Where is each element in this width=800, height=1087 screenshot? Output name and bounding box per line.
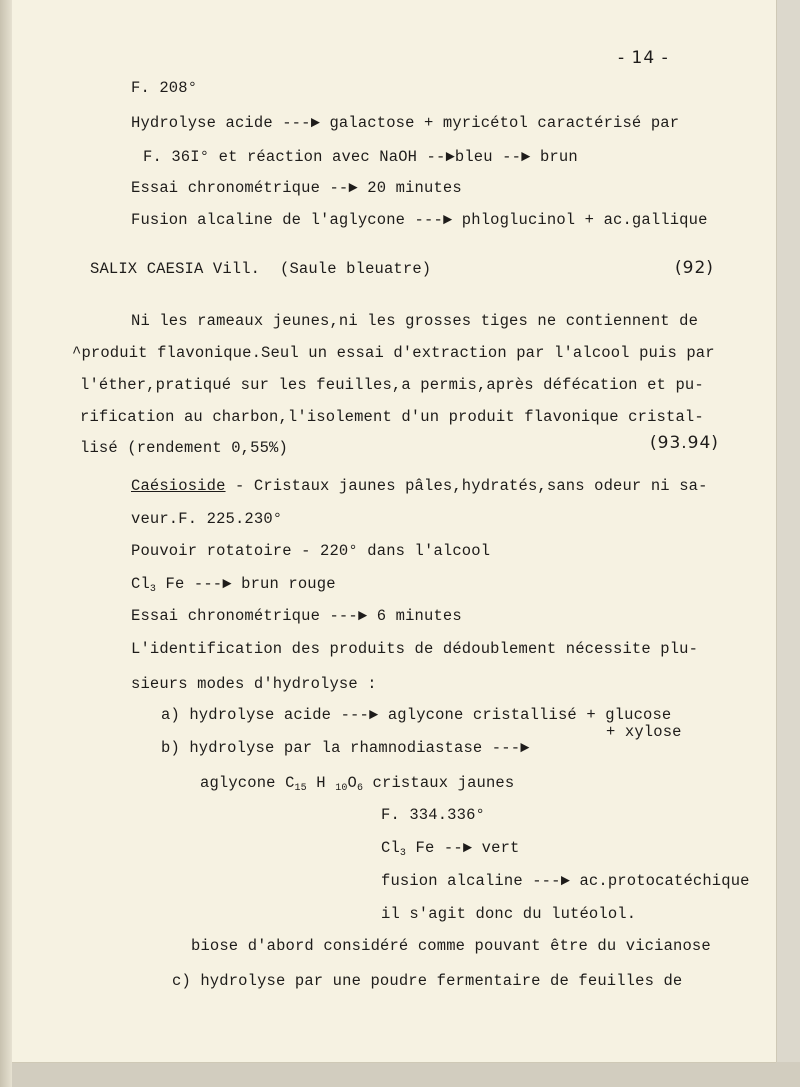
formula-part: aglycone C (200, 774, 295, 792)
page-number: - 14 - (618, 48, 669, 68)
document-page (12, 0, 776, 1062)
formula-subscript: 3 (399, 848, 407, 859)
compound-description: - Cristaux jaunes pâles,hydratés,sans odeur ni sa- (225, 477, 708, 495)
text-line: Essai chronométrique --► 20 minutes (131, 179, 462, 197)
formula-subscript: 3 (149, 584, 157, 595)
reference-number: (92) (675, 258, 714, 278)
text-line: F. 208° (131, 79, 198, 97)
text-line: ^produit flavonique.Seul un essai d'extraction par l'alcool puis par (72, 344, 715, 362)
formula-subscript: 10 (335, 783, 348, 794)
text-line: F. 334.336° (381, 806, 485, 824)
text-line: L'identification des produits de dédoublement nécessite plu- (131, 640, 699, 658)
text-line: Hydrolyse acide ---► galactose + myricétol caractérisé par (131, 114, 680, 132)
formula-part: Cl (131, 575, 150, 593)
text-line (131, 476, 708, 496)
text-line (381, 838, 519, 864)
text-line: Essai chronométrique ---► 6 minutes (131, 607, 462, 625)
text-line (200, 773, 514, 799)
list-item: b) hydrolyse par la rhamnodiastase ---► (161, 739, 530, 757)
reference-number: (93.94) (650, 433, 719, 453)
compound-name: Caésioside (131, 477, 226, 495)
text-line: Pouvoir rotatoire - 220° dans l'alcool (131, 542, 491, 560)
formula-subscript: 6 (356, 783, 364, 794)
list-item: c) hydrolyse par une poudre fermentaire de feuilles de (172, 972, 683, 990)
text-line: sieurs modes d'hydrolyse : (131, 675, 377, 693)
formula-part: Fe --► vert (406, 839, 520, 857)
text-line: l'éther,pratiqué sur les feuilles,a permis,après défécation et pu- (80, 376, 704, 394)
formula-part: cristaux jaunes (363, 774, 515, 792)
list-item: a) hydrolyse acide ---► aglycone cristallisé + glucose (161, 706, 672, 724)
formula-part: Cl (381, 839, 400, 857)
text-line: F. 36I° et réaction avec NaOH --►bleu --► brun (143, 148, 578, 166)
text-line: fusion alcaline ---► ac.protocatéchique (381, 872, 750, 890)
list-item-continuation: + xylose (606, 723, 682, 741)
formula-part: H (306, 774, 336, 792)
text-line: Fusion alcaline de l'aglycone ---► phloglucinol + ac.gallique (131, 211, 708, 229)
text-line: il s'agit donc du lutéolol. (381, 905, 637, 923)
text-line: veur.F. 225.230° (131, 510, 283, 528)
formula-part: Fe ---► brun rouge (156, 575, 336, 593)
text-line: biose d'abord considéré comme pouvant être du vicianose (191, 937, 711, 955)
text-line (131, 574, 336, 600)
page-bottom-shadow (12, 1062, 800, 1087)
text-line: rification au charbon,l'isolement d'un produit flavonique cristal- (80, 408, 704, 426)
book-binding-edge (0, 0, 12, 1087)
formula-part: O (347, 774, 357, 792)
text-line: lisé (rendement 0,55%) (80, 439, 288, 457)
common-name: (Saule bleuatre) (280, 260, 432, 278)
text-line: Ni les rameaux jeunes,ni les grosses tiges ne contiennent de (131, 312, 699, 330)
formula-subscript: 15 (294, 783, 307, 794)
section-title: SALIX CAESIA Vill. (90, 260, 261, 278)
